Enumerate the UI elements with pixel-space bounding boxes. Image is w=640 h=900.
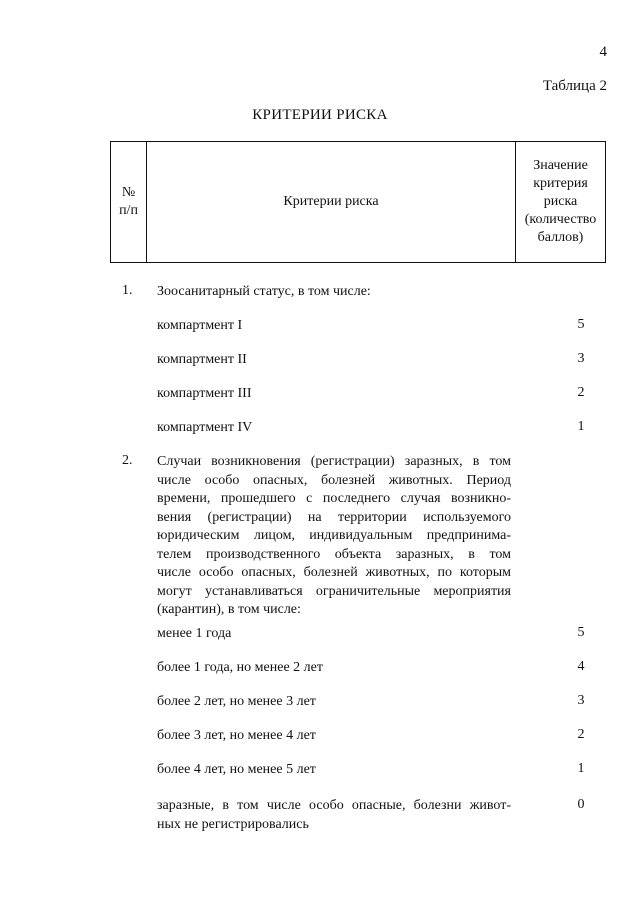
criterion-label: компартмент IV	[157, 420, 253, 435]
page-number: 4	[599, 44, 607, 60]
header-number-abbrev: п/п	[119, 203, 138, 218]
criterion-score: 2	[577, 727, 585, 742]
criterion-score: 3	[577, 693, 585, 708]
criterion-score: 5	[577, 625, 585, 640]
criterion-label-line: ных не регистрировались	[157, 816, 309, 832]
header-value-line: риска	[543, 194, 578, 209]
criterion-score: 4	[577, 659, 585, 674]
section-title-line: (карантин), в том числе:	[157, 602, 301, 617]
section-title-line: юридическим лицом, индивидуальным предпринима-	[157, 528, 511, 543]
section-title	[157, 453, 511, 620]
document-title: КРИТЕРИИ РИСКА	[252, 107, 388, 123]
header-criteria-label: Критерии риска	[283, 194, 379, 209]
criterion-label: более 2 лет, но менее 3 лет	[157, 694, 316, 709]
header-number-cell	[111, 142, 147, 262]
criterion-score: 2	[577, 385, 585, 400]
criterion-label: компартмент II	[157, 352, 247, 367]
header-number-symbol: №	[121, 185, 136, 200]
section-title-line: времени, прошедшего с последнего случая возникно-	[157, 491, 511, 506]
header-value-line: (количество	[524, 212, 597, 227]
criterion-label: более 3 лет, но менее 4 лет	[157, 728, 316, 743]
criterion-score: 1	[577, 419, 585, 434]
section-index: 1.	[122, 283, 133, 298]
criterion-score: 0	[577, 797, 585, 812]
criterion-label: более 4 лет, но менее 5 лет	[157, 762, 316, 777]
section-title-line: вения (регистрации) на территории используемого	[157, 509, 511, 525]
header-value-line: Значение	[533, 158, 588, 173]
section-title-line: числе особо опасных, болезней животных. Период	[157, 472, 511, 488]
criterion-score: 1	[577, 761, 585, 776]
criterion-label: компартмент I	[157, 318, 243, 333]
section-title-line: могут устанавливаться ограничительные мероприятия	[157, 583, 511, 599]
header-criteria-cell	[147, 142, 515, 262]
criterion-label	[157, 797, 511, 834]
section-title-line: Случаи возникновения (регистрации) заразных, в том	[157, 454, 511, 469]
criterion-score: 5	[577, 317, 585, 332]
header-value-cell	[515, 142, 605, 262]
table-label: Таблица 2	[542, 78, 607, 94]
criterion-label: менее 1 года	[157, 626, 232, 641]
criterion-label: компартмент III	[157, 386, 252, 401]
header-value-line: баллов)	[537, 230, 584, 245]
section-index: 2.	[122, 453, 133, 468]
criterion-score: 3	[577, 351, 585, 366]
criterion-label: более 1 года, но менее 2 лет	[157, 660, 323, 675]
section-title-line: числе особо опасных, болезней животных, по которым	[157, 565, 511, 580]
criterion-label-line: заразные, в том числе особо опасные, болезни живот-	[157, 798, 511, 813]
section-title-line: телем производственного объекта заразных, в том	[157, 546, 511, 562]
table-header	[110, 141, 606, 263]
section-title: Зоосанитарный статус, в том числе:	[157, 284, 371, 299]
header-value-line: критерия	[533, 176, 588, 191]
